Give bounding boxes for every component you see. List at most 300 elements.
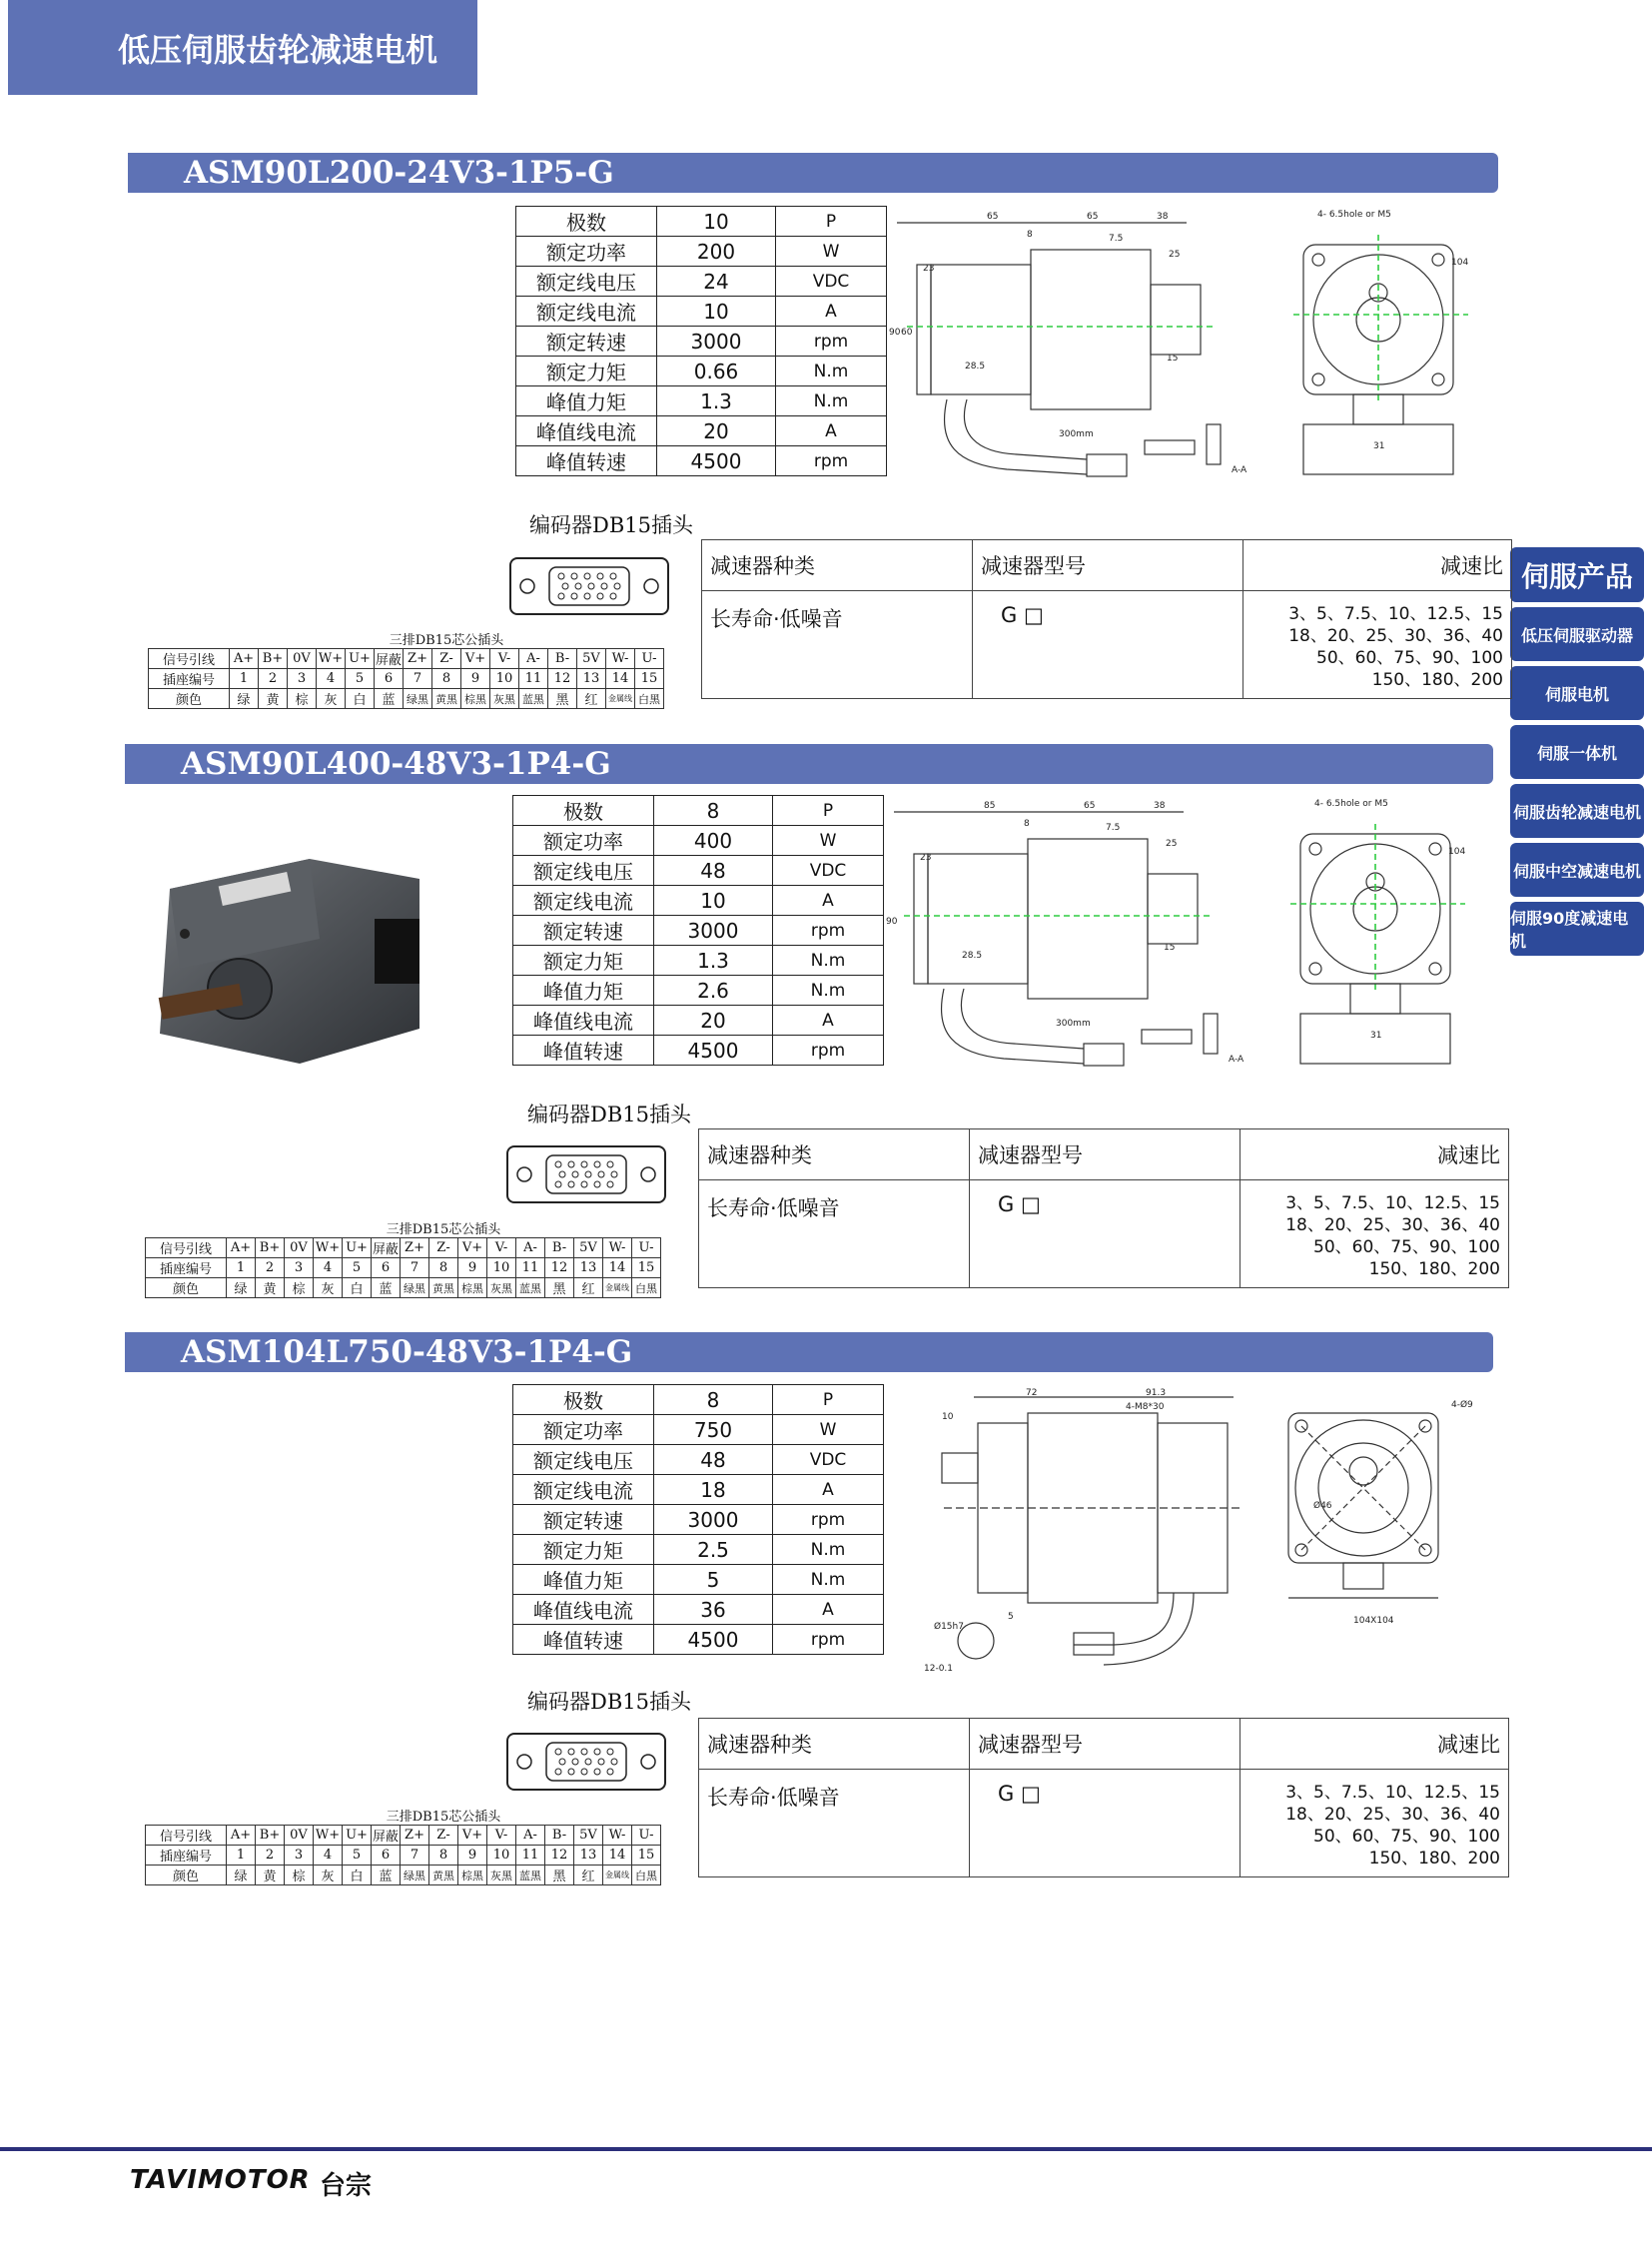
dim-label: 65: [987, 212, 999, 222]
pin-row-label: 信号引线: [146, 1238, 227, 1258]
dim-label: 300mm: [1056, 1019, 1091, 1029]
pin-cell: 灰: [317, 689, 346, 709]
pin-cell: U+: [343, 1238, 372, 1258]
spec-unit: N.m: [773, 976, 884, 1006]
pin-cell: 5: [343, 1258, 372, 1278]
sidebar-item-servo-driver[interactable]: 低压伺服驱动器: [1510, 607, 1644, 661]
spec-value: 5: [654, 1565, 773, 1595]
dim-label: 12-0.1: [924, 1664, 954, 1674]
pin-cell: Z-: [429, 1238, 458, 1258]
spec-value: 3000: [657, 327, 776, 357]
pin-cell: 13: [577, 669, 606, 689]
dim-label: A-A: [1229, 1055, 1244, 1065]
pin-cell: 灰: [314, 1278, 343, 1298]
pin-cell: 棕: [285, 1866, 314, 1885]
spec-value: 4500: [657, 446, 776, 476]
spec-value: 10: [657, 297, 776, 327]
spec-row: [516, 357, 887, 386]
dim-label: 4- 6.5hole or M5: [1317, 210, 1391, 220]
dim-label: 31: [1370, 1031, 1382, 1041]
dim-label: 31: [1373, 441, 1385, 451]
pin-cell: W+: [314, 1238, 343, 1258]
pin-cell: 绿黑: [401, 1866, 429, 1885]
spec-row: [516, 267, 887, 297]
spec-row: [513, 796, 884, 826]
footer-divider: [0, 2147, 1652, 2151]
pin-cell: 灰黑: [487, 1866, 516, 1885]
pin-cell: A-: [516, 1826, 545, 1846]
dim-label: 10: [942, 1412, 954, 1422]
pin-cell: 灰黑: [487, 1278, 516, 1298]
spec-row: [516, 327, 887, 357]
pin-cell: 4: [314, 1258, 343, 1278]
pin-row-label: 颜色: [146, 1866, 227, 1885]
spec-value: 0.66: [657, 357, 776, 386]
dimension-drawing-front-3: [1263, 1393, 1473, 1633]
spec-value: 200: [657, 237, 776, 267]
spec-label: 峰值转速: [516, 446, 657, 476]
spec-label: 额定转速: [513, 1505, 654, 1535]
pin-cell: V-: [487, 1826, 516, 1846]
dim-label: 90: [889, 328, 901, 338]
spec-unit: N.m: [773, 946, 884, 976]
pin-cell: 1: [227, 1258, 256, 1278]
pin-cell: 13: [574, 1258, 603, 1278]
dim-label: 23: [923, 264, 935, 274]
spec-unit: A: [776, 416, 887, 446]
spec-label: 额定线电流: [513, 886, 654, 916]
pin-cell: V+: [461, 649, 490, 669]
dim-label: 25: [1166, 839, 1178, 849]
pin-cell: 10: [487, 1258, 516, 1278]
spec-label: 峰值转速: [513, 1036, 654, 1066]
dim-label: 4-M8*30: [1126, 1402, 1165, 1412]
spec-unit: VDC: [776, 267, 887, 297]
spec-row: [516, 446, 887, 476]
pin-cell: 2: [256, 1258, 285, 1278]
pin-row-label: 插座编号: [146, 1258, 227, 1278]
reducer-type: 长寿命·低噪音: [699, 1180, 970, 1288]
dim-label: A-A: [1232, 465, 1247, 475]
spec-label: 额定转速: [516, 327, 657, 357]
spec-row: [513, 1505, 884, 1535]
pin-cell: B+: [256, 1238, 285, 1258]
pin-cell: 黄黑: [429, 1866, 458, 1885]
ratio-line: 3、5、7.5、10、12.5、15: [1288, 604, 1503, 624]
spec-row: [513, 826, 884, 856]
pin-cell: 白黑: [635, 689, 664, 709]
pin-cell: U-: [632, 1826, 661, 1846]
spec-unit: VDC: [773, 856, 884, 886]
pin-cell: 屏蔽: [375, 649, 404, 669]
pin-cell: 9: [461, 669, 490, 689]
dim-label: 25: [1169, 250, 1181, 260]
dim-label: 8: [1027, 230, 1033, 240]
spec-unit: A: [773, 1595, 884, 1625]
sidebar-item-gear-reducer-motor[interactable]: 伺服齿轮减速电机: [1510, 784, 1644, 838]
pin-cell: A+: [227, 1238, 256, 1258]
pin-cell: 3: [285, 1846, 314, 1866]
spec-label: 额定功率: [513, 826, 654, 856]
pin-cell: 白黑: [632, 1278, 661, 1298]
pin-cell: 灰: [314, 1866, 343, 1885]
spec-label: 峰值力矩: [516, 386, 657, 416]
spec-row: [513, 1475, 884, 1505]
pin-cell: U-: [635, 649, 664, 669]
spec-label: 额定力矩: [516, 357, 657, 386]
pin-cell: B-: [545, 1826, 574, 1846]
pin-cell: 绿黑: [401, 1278, 429, 1298]
spec-unit: N.m: [773, 1565, 884, 1595]
reducer-header-model: 减速器型号: [970, 1719, 1240, 1770]
spec-label: 额定功率: [513, 1415, 654, 1445]
pin-cell: 红: [574, 1278, 603, 1298]
spec-row: [513, 1565, 884, 1595]
pin-row-label: 信号引线: [146, 1826, 227, 1846]
pin-cell: 白黑: [632, 1866, 661, 1885]
reducer-table-2: [698, 1128, 1509, 1288]
spec-value: 4500: [654, 1036, 773, 1066]
spec-unit: W: [773, 1415, 884, 1445]
pin-cell: Z+: [401, 1826, 429, 1846]
spec-unit: W: [773, 826, 884, 856]
pin-cell: 7: [401, 1258, 429, 1278]
mount-hole: [180, 929, 190, 939]
ratio-line: 18、20、25、30、36、40: [1285, 1215, 1500, 1235]
pin-cell: 7: [401, 1846, 429, 1866]
reducer-model: G □: [973, 591, 1243, 699]
pin-cell: 蓝黑: [516, 1278, 545, 1298]
pin-cell: 2: [259, 669, 288, 689]
pin-cell: 绿: [230, 689, 259, 709]
spec-label: 峰值线电流: [513, 1595, 654, 1625]
pin-cell: 3: [288, 669, 317, 689]
dim-label: 90: [886, 917, 898, 927]
reducer-type: 长寿命·低噪音: [699, 1770, 970, 1877]
spec-unit: A: [773, 1006, 884, 1036]
dim-label: 91.3: [1146, 1388, 1167, 1398]
spec-row: [513, 1415, 884, 1445]
reducer-type: 长寿命·低噪音: [702, 591, 973, 699]
pin-row-label: 信号引线: [149, 649, 230, 669]
pin-cell: B+: [259, 649, 288, 669]
pin-cell: 绿黑: [404, 689, 432, 709]
spec-row: [513, 976, 884, 1006]
pin-cell: 1: [227, 1846, 256, 1866]
dimension-drawing-side-2: [884, 794, 1263, 1084]
connector-block: [375, 919, 419, 984]
pin-cell: 金属线: [606, 689, 635, 709]
spec-value: 750: [654, 1415, 773, 1445]
spec-row: [513, 1006, 884, 1036]
pin-cell: 白: [346, 689, 375, 709]
pin-row-numbers: [146, 1846, 661, 1866]
pin-cell: 黑: [548, 689, 577, 709]
ratio-line: 3、5、7.5、10、12.5、15: [1285, 1783, 1500, 1803]
pin-cell: 蓝: [375, 689, 404, 709]
spec-value: 48: [654, 1445, 773, 1475]
pin-cell: Z-: [432, 649, 461, 669]
pin-cell: 15: [632, 1846, 661, 1866]
pin-cell: 棕黑: [458, 1278, 487, 1298]
pin-cell: 0V: [288, 649, 317, 669]
spec-label: 峰值线电流: [513, 1006, 654, 1036]
sidebar-item-servo-motor[interactable]: 伺服电机: [1510, 666, 1644, 720]
spec-row: [516, 386, 887, 416]
db15-connector-icon: [506, 1145, 666, 1203]
pin-cell: W+: [314, 1826, 343, 1846]
encoder-label: 编码器DB15插头: [527, 1690, 691, 1714]
spec-unit: rpm: [773, 1036, 884, 1066]
pin-cell: 8: [429, 1846, 458, 1866]
dim-label: 104X104: [1353, 1616, 1394, 1626]
pin-row-label: 颜色: [149, 689, 230, 709]
spec-row: [513, 1385, 884, 1415]
pin-cell: 黄: [259, 689, 288, 709]
pin-cell: 8: [432, 669, 461, 689]
spec-label: 额定线电流: [516, 297, 657, 327]
dim-label: 23: [920, 853, 932, 863]
pin-cell: 蓝黑: [516, 1866, 545, 1885]
pin-cell: 棕黑: [461, 689, 490, 709]
pin-cell: 8: [429, 1258, 458, 1278]
pin-cell: W+: [317, 649, 346, 669]
pin-table-caption: 三排DB15芯公插头: [227, 1218, 661, 1238]
pin-cell: 10: [490, 669, 519, 689]
spec-value: 1.3: [657, 386, 776, 416]
pin-cell: 5V: [574, 1238, 603, 1258]
spec-label: 极数: [516, 207, 657, 237]
ratio-line: 150、180、200: [1368, 1259, 1500, 1279]
model-bar-2: [125, 744, 1493, 784]
pin-cell: B-: [548, 649, 577, 669]
pin-cell: 5V: [577, 649, 606, 669]
dim-label: Ø15h7: [934, 1622, 964, 1632]
pin-cell: 黑: [545, 1278, 574, 1298]
sidebar-title[interactable]: 伺服产品: [1510, 547, 1644, 602]
dim-label: 104: [1448, 847, 1466, 857]
spec-table-1: [515, 206, 887, 476]
pin-row-signals: [146, 1826, 661, 1846]
spec-label: 峰值力矩: [513, 976, 654, 1006]
pin-cell: 6: [372, 1846, 401, 1866]
reducer-header-ratio: 减速比: [1240, 1719, 1509, 1770]
dim-label: 4- 6.5hole or M5: [1314, 799, 1388, 809]
pin-row-label: 插座编号: [149, 669, 230, 689]
spec-row: [513, 886, 884, 916]
pin-table-caption: 三排DB15芯公插头: [227, 1806, 661, 1826]
spec-row: [513, 1445, 884, 1475]
pin-cell: 棕: [285, 1278, 314, 1298]
pin-cell: Z-: [429, 1826, 458, 1846]
pin-cell: A+: [230, 649, 259, 669]
pin-cell: 1: [230, 669, 259, 689]
brand-name-cn: 台宗: [320, 2171, 373, 2201]
pin-row-colors: [146, 1866, 661, 1885]
spec-unit: rpm: [773, 916, 884, 946]
pin-cell: A-: [519, 649, 548, 669]
pin-cell: 9: [458, 1846, 487, 1866]
spec-row: [513, 1036, 884, 1066]
ratio-line: 3、5、7.5、10、12.5、15: [1285, 1193, 1500, 1213]
pin-cell: B-: [545, 1238, 574, 1258]
pin-cell: 棕: [288, 689, 317, 709]
sidebar-item-90deg-reducer-motor[interactable]: 伺服90度减速电机: [1510, 902, 1644, 956]
spec-unit: N.m: [776, 357, 887, 386]
spec-value: 48: [654, 856, 773, 886]
dim-label: 38: [1154, 801, 1166, 811]
pin-cell: 屏蔽: [372, 1826, 401, 1846]
reducer-model: G □: [970, 1180, 1240, 1288]
spec-label: 峰值线电流: [516, 416, 657, 446]
spec-value: 36: [654, 1595, 773, 1625]
pin-table-2: [145, 1218, 661, 1298]
encoder-label: 编码器DB15插头: [527, 1103, 691, 1126]
spec-label: 额定线电流: [513, 1475, 654, 1505]
pin-cell: 金属线: [603, 1278, 632, 1298]
spec-row: [516, 237, 887, 267]
spec-label: 额定线电压: [513, 1445, 654, 1475]
spec-value: 1.3: [654, 946, 773, 976]
pin-cell: 白: [343, 1278, 372, 1298]
pin-cell: 绿: [227, 1866, 256, 1885]
spec-unit: VDC: [773, 1445, 884, 1475]
dimension-drawing-front-2: [1290, 794, 1470, 1074]
brand-logo: TAVIMOTOR: [130, 2165, 311, 2195]
pin-cell: 12: [548, 669, 577, 689]
pin-cell: W-: [603, 1826, 632, 1846]
pin-cell: 5: [346, 669, 375, 689]
pin-row-colors: [149, 689, 664, 709]
spec-value: 4500: [654, 1625, 773, 1655]
pin-cell: Z+: [404, 649, 432, 669]
spec-label: 额定力矩: [513, 946, 654, 976]
dim-label: 5: [1008, 1612, 1014, 1622]
spec-value: 8: [654, 1385, 773, 1415]
pin-row-colors: [146, 1278, 661, 1298]
pin-cell: 2: [256, 1846, 285, 1866]
dim-label: 104: [1451, 258, 1469, 268]
spec-value: 2.6: [654, 976, 773, 1006]
pin-cell: 9: [458, 1258, 487, 1278]
pin-cell: 6: [372, 1258, 401, 1278]
spec-value: 24: [657, 267, 776, 297]
pin-cell: 12: [545, 1846, 574, 1866]
pin-cell: 11: [519, 669, 548, 689]
pin-cell: 白: [343, 1866, 372, 1885]
reducer-header-model: 减速器型号: [973, 540, 1243, 591]
db15-connector-icon: [506, 1733, 666, 1791]
spec-label: 额定转速: [513, 916, 654, 946]
pin-table-caption: 三排DB15芯公插头: [230, 629, 664, 649]
pin-cell: 14: [603, 1846, 632, 1866]
reducer-header-type: 减速器种类: [702, 540, 973, 591]
spec-row: [516, 416, 887, 446]
spec-label: 极数: [513, 1385, 654, 1415]
pin-row-signals: [146, 1238, 661, 1258]
pin-cell: 屏蔽: [372, 1238, 401, 1258]
dim-label: 28.5: [965, 362, 986, 372]
pin-cell: B+: [256, 1826, 285, 1846]
ratio-line: 50、60、75、90、100: [1313, 1237, 1500, 1257]
dimension-drawing-front-1: [1293, 205, 1473, 484]
pin-cell: 棕黑: [458, 1866, 487, 1885]
spec-label: 峰值力矩: [513, 1565, 654, 1595]
reducer-ratios: [1240, 1180, 1509, 1288]
pin-cell: 15: [635, 669, 664, 689]
spec-row: [513, 856, 884, 886]
pin-cell: V-: [487, 1238, 516, 1258]
spec-row: [516, 297, 887, 327]
spec-value: 20: [657, 416, 776, 446]
pin-cell: 4: [317, 669, 346, 689]
dim-label: 38: [1157, 212, 1169, 222]
spec-row: [513, 946, 884, 976]
ratio-line: 18、20、25、30、36、40: [1288, 626, 1503, 646]
pin-cell: 11: [516, 1258, 545, 1278]
sidebar-item-integrated-servo[interactable]: 伺服一体机: [1510, 725, 1644, 779]
spec-value: 8: [654, 796, 773, 826]
ratio-line: 150、180、200: [1368, 1849, 1500, 1868]
reducer-header-model: 减速器型号: [970, 1129, 1240, 1180]
reducer-header-type: 减速器种类: [699, 1129, 970, 1180]
spec-value: 3000: [654, 1505, 773, 1535]
spec-value: 18: [654, 1475, 773, 1505]
pin-cell: 黄黑: [432, 689, 461, 709]
spec-unit: A: [773, 886, 884, 916]
spec-unit: P: [773, 1385, 884, 1415]
model-name: ASM104L750-48V3-1P4-G: [181, 1334, 633, 1370]
spec-label: 额定线电压: [513, 856, 654, 886]
model-name: ASM90L400-48V3-1P4-G: [181, 746, 611, 782]
spec-value: 2.5: [654, 1535, 773, 1565]
pin-row-numbers: [146, 1258, 661, 1278]
pin-cell: V-: [490, 649, 519, 669]
spec-unit: A: [773, 1475, 884, 1505]
reducer-header-ratio: 减速比: [1240, 1129, 1509, 1180]
spec-value: 10: [657, 207, 776, 237]
spec-label: 额定功率: [516, 237, 657, 267]
page-title: 低压伺服齿轮减速电机: [118, 30, 438, 69]
pin-cell: 10: [487, 1846, 516, 1866]
spec-unit: rpm: [773, 1505, 884, 1535]
reducer-ratios: [1240, 1770, 1509, 1877]
ratio-line: 50、60、75、90、100: [1313, 1827, 1500, 1847]
spec-unit: W: [776, 237, 887, 267]
spec-unit: P: [773, 796, 884, 826]
dim-label: 28.5: [962, 951, 983, 961]
pin-cell: 0V: [285, 1826, 314, 1846]
reducer-ratios: [1243, 591, 1512, 699]
spec-unit: rpm: [773, 1625, 884, 1655]
ratio-line: 50、60、75、90、100: [1316, 648, 1503, 668]
pin-cell: W-: [603, 1238, 632, 1258]
pin-cell: 红: [577, 689, 606, 709]
dimension-drawing-side-3: [924, 1383, 1263, 1673]
motor-product-photo: [160, 839, 429, 1069]
pin-cell: 5V: [574, 1826, 603, 1846]
pin-cell: 黑: [545, 1866, 574, 1885]
pin-cell: 黄黑: [429, 1278, 458, 1298]
dim-label: 72: [1026, 1388, 1038, 1398]
pin-cell: 金属线: [603, 1866, 632, 1885]
pin-cell: 绿: [227, 1278, 256, 1298]
pin-cell: 黄: [256, 1866, 285, 1885]
sidebar-item-hollow-reducer-motor[interactable]: 伺服中空减速电机: [1510, 843, 1644, 897]
spec-table-3: [512, 1384, 884, 1655]
model-name: ASM90L200-24V3-1P5-G: [184, 155, 614, 191]
pin-cell: U-: [632, 1238, 661, 1258]
